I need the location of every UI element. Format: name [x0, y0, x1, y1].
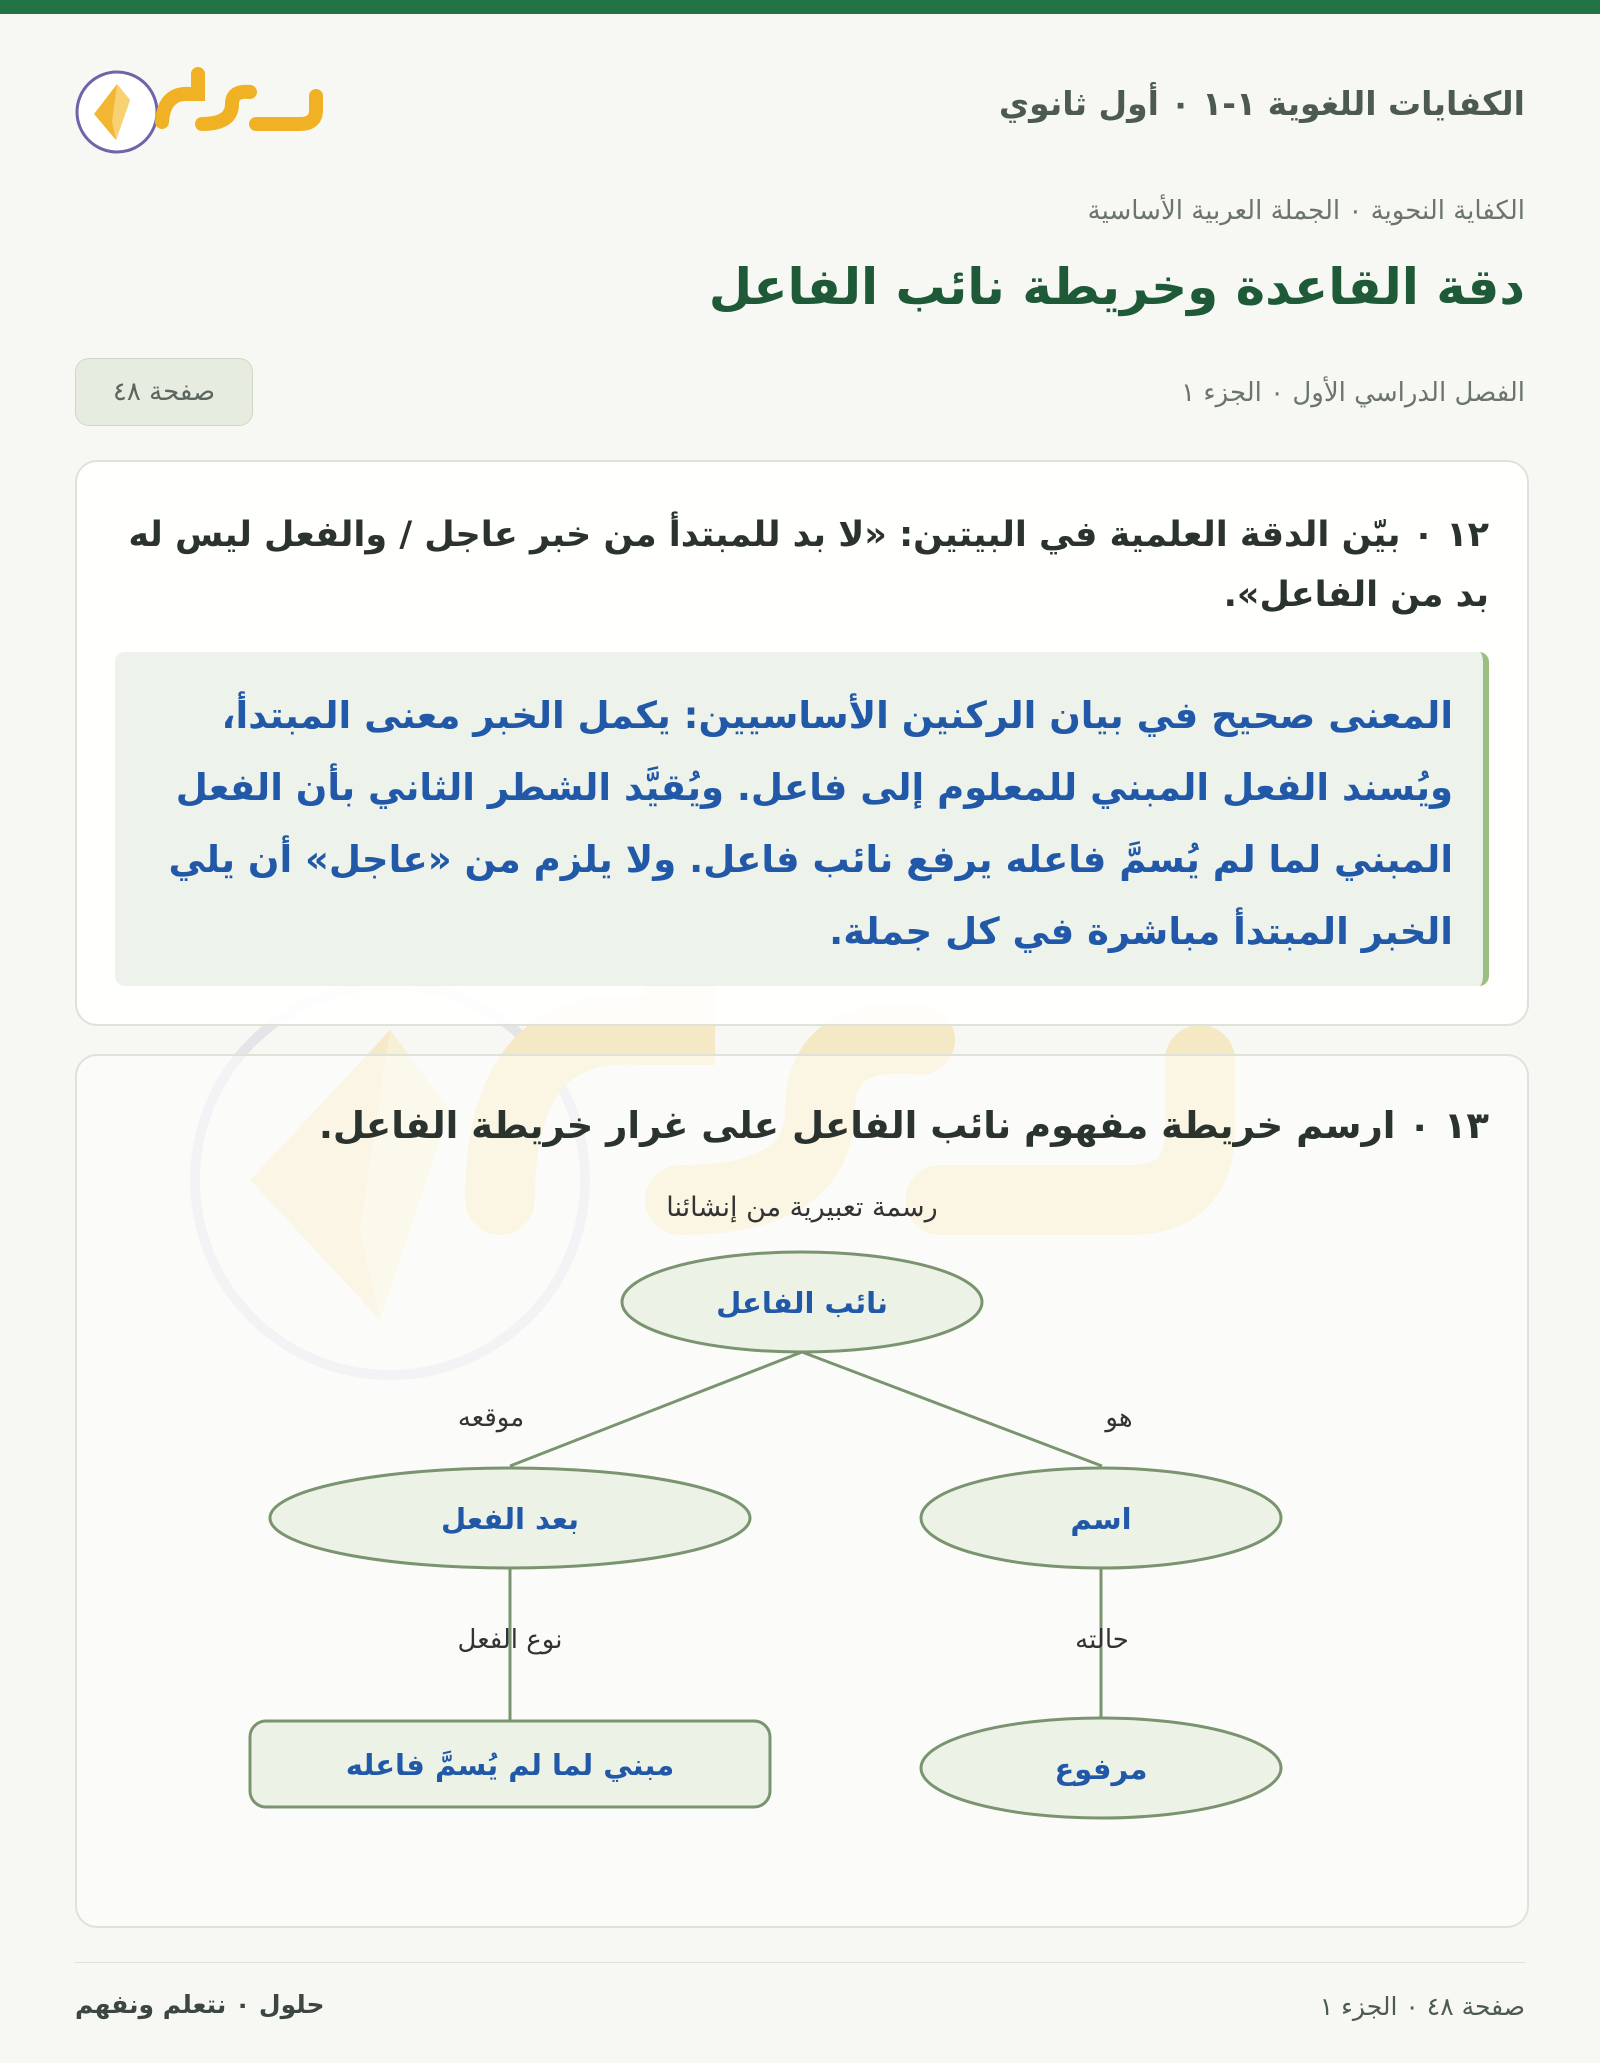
node-after-verb-label: بعد الفعل: [440, 1502, 580, 1536]
connector-root-after-verb: [510, 1352, 802, 1466]
connector-root-noun: [802, 1352, 1102, 1466]
site-logo[interactable]: [72, 52, 332, 162]
node-marfoo-label: مرفوع: [1054, 1752, 1148, 1786]
page-title: دقة القاعدة وخريطة نائب الفاعل: [708, 258, 1525, 316]
site-title: الكفايات اللغوية ١-١ ٠ أول ثانوي: [998, 84, 1525, 123]
top-accent-bar: [0, 0, 1600, 14]
question-12-text: ١٢ ٠ بيّن الدقة العلمية في البيتين: «لا بد للمبتدأ من خبر عاجل / والفعل ليس له بد من الفاعل».: [128, 515, 1489, 615]
node-noun-label: اسم: [1070, 1502, 1132, 1536]
edge-label-verb-type: نوع الفعل: [457, 1625, 563, 1655]
question-12-card: [75, 460, 1529, 1026]
question-13-card: [75, 1054, 1529, 1928]
footer-divider: [75, 1962, 1525, 1963]
breadcrumb: الكفاية النحوية ٠ الجملة العربية الأساسية: [1087, 196, 1525, 226]
term-meta: الفصل الدراسي الأول ٠ الجزء ١: [1181, 378, 1525, 408]
edge-label-position: موقعه: [457, 1403, 525, 1433]
diagram-caption: رسمة تعبيرية من إنشائنا: [666, 1192, 938, 1223]
node-passive-label: مبني لما لم يُسمَّ فاعله: [345, 1748, 675, 1782]
edge-label-state: حالته: [1075, 1625, 1129, 1655]
node-root-label: نائب الفاعل: [716, 1286, 888, 1320]
question-13-text: ١٣ ٠ ارسم خريطة مفهوم نائب الفاعل على غرار خريطة الفاعل.: [318, 1104, 1489, 1147]
page-number-chip: صفحة ٤٨: [75, 358, 253, 426]
edge-label-is: هو: [1105, 1403, 1133, 1433]
question-12-answer: المعنى صحيح في بيان الركنين الأساسيين: يكمل الخبر معنى المبتدأ، ويُسند الفعل المبني للمعلوم إلى فاعل. ويُقيَّد الشطر الثاني بأن الفعل المبني لما لم يُسمَّ فاعله يرفع نائب فاعل. ولا يلزم من «عاجل» أن يلي الخبر المبتدأ مباشرة في كل جملة.: [115, 652, 1489, 986]
concept-map: [77, 1056, 1527, 1926]
footer-brand: حلول ٠ نتعلم ونفهم: [75, 1990, 325, 2019]
footer-page-info: صفحة ٤٨ ٠ الجزء ١: [1319, 1992, 1525, 2021]
